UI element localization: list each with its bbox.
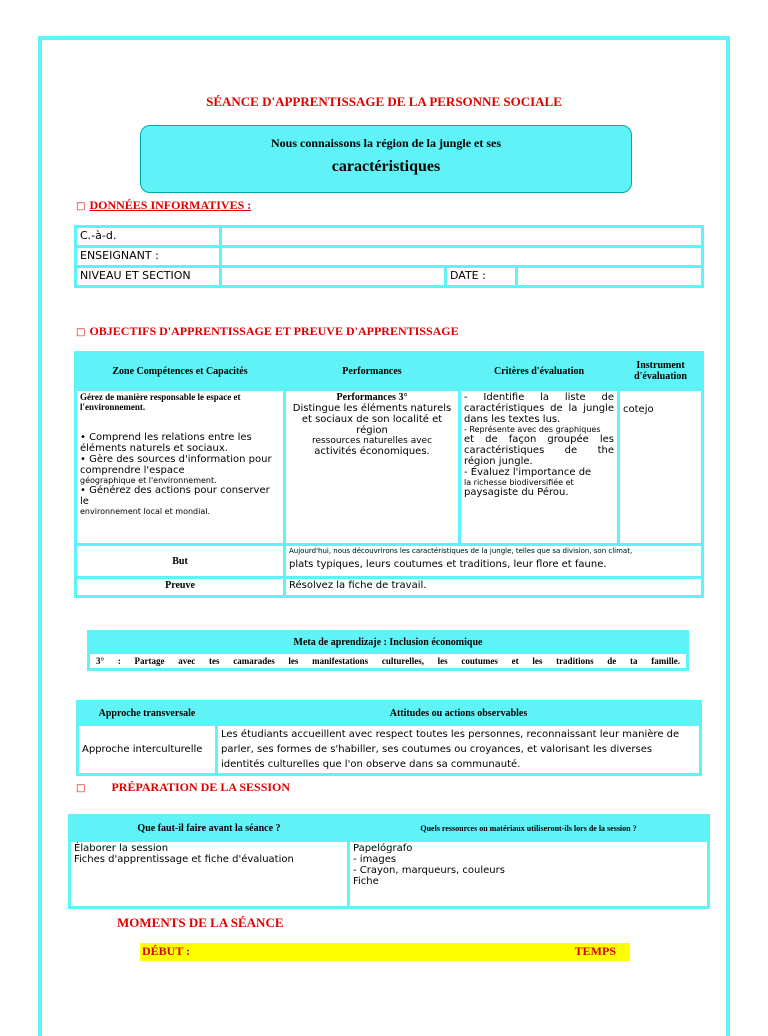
meta-text: 3° : Partage avec tes camarades les manifestations culturelles, les coutumes et les traditions de ta famille.	[90, 654, 686, 668]
col-ressources: Quels ressources ou matériaux utiliseront-ils lors de la session ?	[350, 817, 707, 839]
but-cell	[286, 546, 701, 576]
date-value[interactable]	[518, 268, 701, 285]
critere-3c: paysagiste du Pérou.	[464, 487, 569, 498]
avant-item-2: Fiches d'apprentissage et fiche d'évaluation	[74, 854, 294, 865]
temps-label: TEMPS	[574, 944, 616, 958]
capacity-2: • Gère des sources d'information pour comprendre l'espace	[80, 454, 272, 476]
session-title-line1: Nous connaissons la région de la jungle et ses	[270, 136, 502, 150]
enseignant-value[interactable]	[222, 248, 701, 265]
meta-heading: Meta de aprendizaje : Inclusion économique	[90, 633, 686, 651]
preuve-text: Résolvez la fiche de travail.	[286, 579, 701, 595]
col-performances: Performances	[286, 354, 458, 388]
capacity-1: • Comprend les relations entre les éléments naturels et sociaux.	[80, 432, 252, 454]
col-criteres: Critères d'évaluation	[461, 354, 617, 388]
niveau-value[interactable]	[222, 268, 444, 285]
ressource-1: Papelógrafo	[353, 843, 413, 854]
preuve-label: Preuve	[77, 579, 283, 595]
preparation-table	[68, 814, 710, 909]
objectifs-heading-text: OBJECTIFS D'APPRENTISSAGE ET PREUVE D'APPRENTISSAGE	[89, 324, 459, 338]
approche-label: Approche interculturelle	[79, 726, 215, 773]
avant-cell	[71, 842, 347, 906]
critere-2b: et de façon groupée les caractéristiques de the région jungle.	[464, 434, 614, 467]
approche-text: Les étudiants accueillent avec respect toutes les personnes, reconnaissant leur manière de parler, ses formes de s'habiller, ses coutumes ou croyances, et valorisant les diverses identités culturelles que l'on observe dans sa communauté.	[218, 726, 699, 773]
critere-2: - Représente avec des graphiques	[464, 425, 601, 434]
donnees-table	[74, 225, 704, 288]
enseignant-label: ENSEIGNANT :	[77, 248, 219, 265]
capacity-3: • Générez des actions pour conserver le	[80, 485, 270, 507]
critere-3b: la richesse biodiversifiée et	[464, 478, 574, 487]
preparation-heading	[76, 780, 290, 795]
performance-title: Performances 3°	[336, 392, 408, 403]
col-competences: Zone Compétences et Capacités	[77, 354, 283, 388]
moments-heading: MOMENTS DE LA SÉANCE	[117, 915, 284, 930]
col-approche: Approche transversale	[79, 703, 215, 723]
approche-table	[76, 700, 702, 776]
instrument-cell	[620, 391, 701, 543]
but-label: But	[77, 546, 283, 576]
critere-1: - Identifie la liste de caractéristiques de la jungle dans les textes lus.	[464, 392, 614, 425]
checkbox-icon: □	[76, 327, 86, 338]
meta-table	[87, 630, 689, 671]
competence-title: Gérez de manière responsable le espace et l'environnement.	[80, 392, 241, 412]
col-instrument: Instrument d'évaluation	[620, 354, 701, 388]
donnees-heading	[76, 198, 251, 213]
debut-label: DÉBUT :	[142, 944, 191, 958]
ressource-3: - Crayon, marqueurs, couleurs	[353, 865, 505, 876]
cad-value[interactable]	[222, 228, 701, 245]
preparation-heading-text: PRÉPARATION DE LA SESSION	[111, 780, 291, 794]
debut-bar	[140, 943, 630, 961]
checkbox-icon: □	[76, 201, 86, 212]
session-title-line2: caractéristiques	[331, 158, 441, 175]
performance-text-3: activités économiques.	[314, 446, 430, 457]
checkbox-icon: □	[76, 783, 86, 794]
col-avant: Que faut-il faire avant la séance ?	[71, 817, 347, 839]
competences-cell	[77, 391, 283, 543]
donnees-heading-text: DONNÉES INFORMATIVES :	[89, 198, 252, 212]
critere-3: - Évaluez l'importance de	[464, 467, 592, 478]
objectifs-heading	[76, 324, 459, 339]
col-attitudes: Attitudes ou actions observables	[218, 703, 699, 723]
capacity-3b: environnement local et mondial.	[80, 507, 210, 516]
but-intro: Aujourd'hui, nous découvrirons les caractéristiques de la jungle, telles que sa division, son climat,	[289, 547, 633, 555]
avant-item-1: Élaborer la session	[74, 843, 169, 854]
criteres-cell	[461, 391, 617, 543]
but-text: plats typiques, leurs coutumes et traditions, leur flore et faune.	[289, 559, 607, 570]
niveau-label: NIVEAU ET SECTION	[77, 268, 219, 285]
page-title: SÉANCE D'APPRENTISSAGE DE LA PERSONNE SOCIALE	[206, 94, 562, 109]
session-title-box	[140, 125, 632, 193]
ressource-4: Fiche	[353, 876, 379, 887]
performance-text: Distingue les éléments naturels et sociaux de son localité et région	[292, 403, 452, 436]
date-label: DATE :	[447, 268, 515, 285]
capacity-2b: géographique et l'environnement.	[80, 476, 217, 485]
instrument-value: cotejo	[623, 404, 654, 415]
performance-text-2: ressources naturelles avec	[311, 436, 433, 446]
performances-cell	[286, 391, 458, 543]
ressource-2: - images	[353, 854, 397, 865]
ressources-cell	[350, 842, 707, 906]
cad-label: C.-à-d.	[77, 228, 219, 245]
objectifs-table	[74, 351, 704, 598]
